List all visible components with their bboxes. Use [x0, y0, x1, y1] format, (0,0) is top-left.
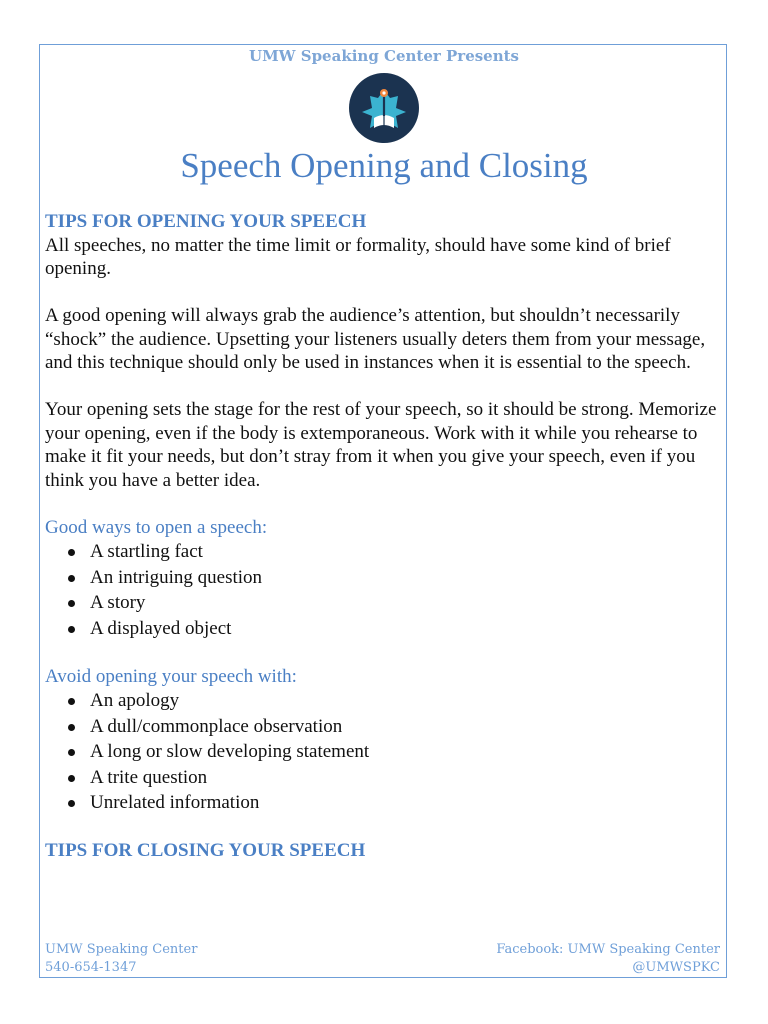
bullet-icon [68, 575, 75, 582]
bullet-icon [68, 600, 75, 607]
list-item-text: A displayed object [90, 617, 232, 639]
avoid-list [45, 688, 725, 816]
list-item [90, 688, 725, 714]
list-item [90, 765, 725, 791]
list-item-text: A long or slow developing statement [90, 741, 370, 762]
list-item-text: An intriguing question [90, 566, 263, 588]
list-item [90, 616, 725, 642]
presenter-label: UMW Speaking Center Presents [248, 47, 520, 65]
opening-paragraph: All speeches, no matter the time limit or formality, should have some kind of brief opening. [45, 234, 671, 279]
good-ways-heading: Good ways to open a speech: [45, 516, 268, 538]
footer-social [496, 941, 720, 977]
closing-heading: TIPS FOR CLOSING YOUR SPEECH [45, 840, 366, 861]
footer-org-name: UMW Speaking Center [45, 942, 198, 957]
bullet-icon [68, 749, 75, 756]
list-item [90, 714, 725, 740]
list-item [90, 565, 725, 591]
bullet-icon [68, 775, 75, 782]
opening-paragraph: Your opening sets the stage for the rest of your speech, so it should be strong. Memorize your opening, even if the body is extemporaneous. Work with it while you rehearse to make it fit your needs, but don’t stray from it when you give your speech, even if you think you have a better idea. [45, 399, 717, 491]
speaking-center-logo-icon [348, 72, 420, 144]
list-item-text: A trite question [90, 766, 208, 788]
list-item-text: A story [90, 592, 146, 613]
list-item-text: An apology [90, 690, 180, 711]
page-title: Speech Opening and Closing [180, 146, 588, 185]
bullet-icon [68, 549, 75, 556]
list-item [90, 590, 725, 616]
list-item [90, 739, 725, 765]
opening-heading: TIPS FOR OPENING YOUR SPEECH [45, 211, 367, 232]
list-item-text: A dull/commonplace observation [90, 715, 343, 737]
footer-facebook: Facebook: UMW Speaking Center [496, 942, 720, 957]
list-item [90, 539, 725, 565]
opening-paragraph: A good opening will always grab the audience’s attention, but shouldn’t necessarily “shock” the audience. Upsetting your listeners usually deters them from your message, and this technique should only be used in instances when it is essential to the speech. [45, 305, 706, 373]
avoid-heading: Avoid opening your speech with: [45, 665, 297, 687]
footer-phone: 540-654-1347 [45, 960, 137, 975]
main-content [45, 210, 725, 863]
bullet-icon [68, 698, 75, 705]
bullet-icon [68, 724, 75, 731]
list-item-text: A startling fact [90, 541, 203, 562]
bullet-icon [68, 800, 75, 807]
list-item-text: Unrelated information [90, 792, 260, 813]
good-ways-list [45, 539, 725, 641]
list-item [90, 790, 725, 816]
footer-handle: @UMWSPKC [632, 960, 720, 975]
footer-contact [45, 941, 197, 977]
bullet-icon [68, 626, 75, 633]
